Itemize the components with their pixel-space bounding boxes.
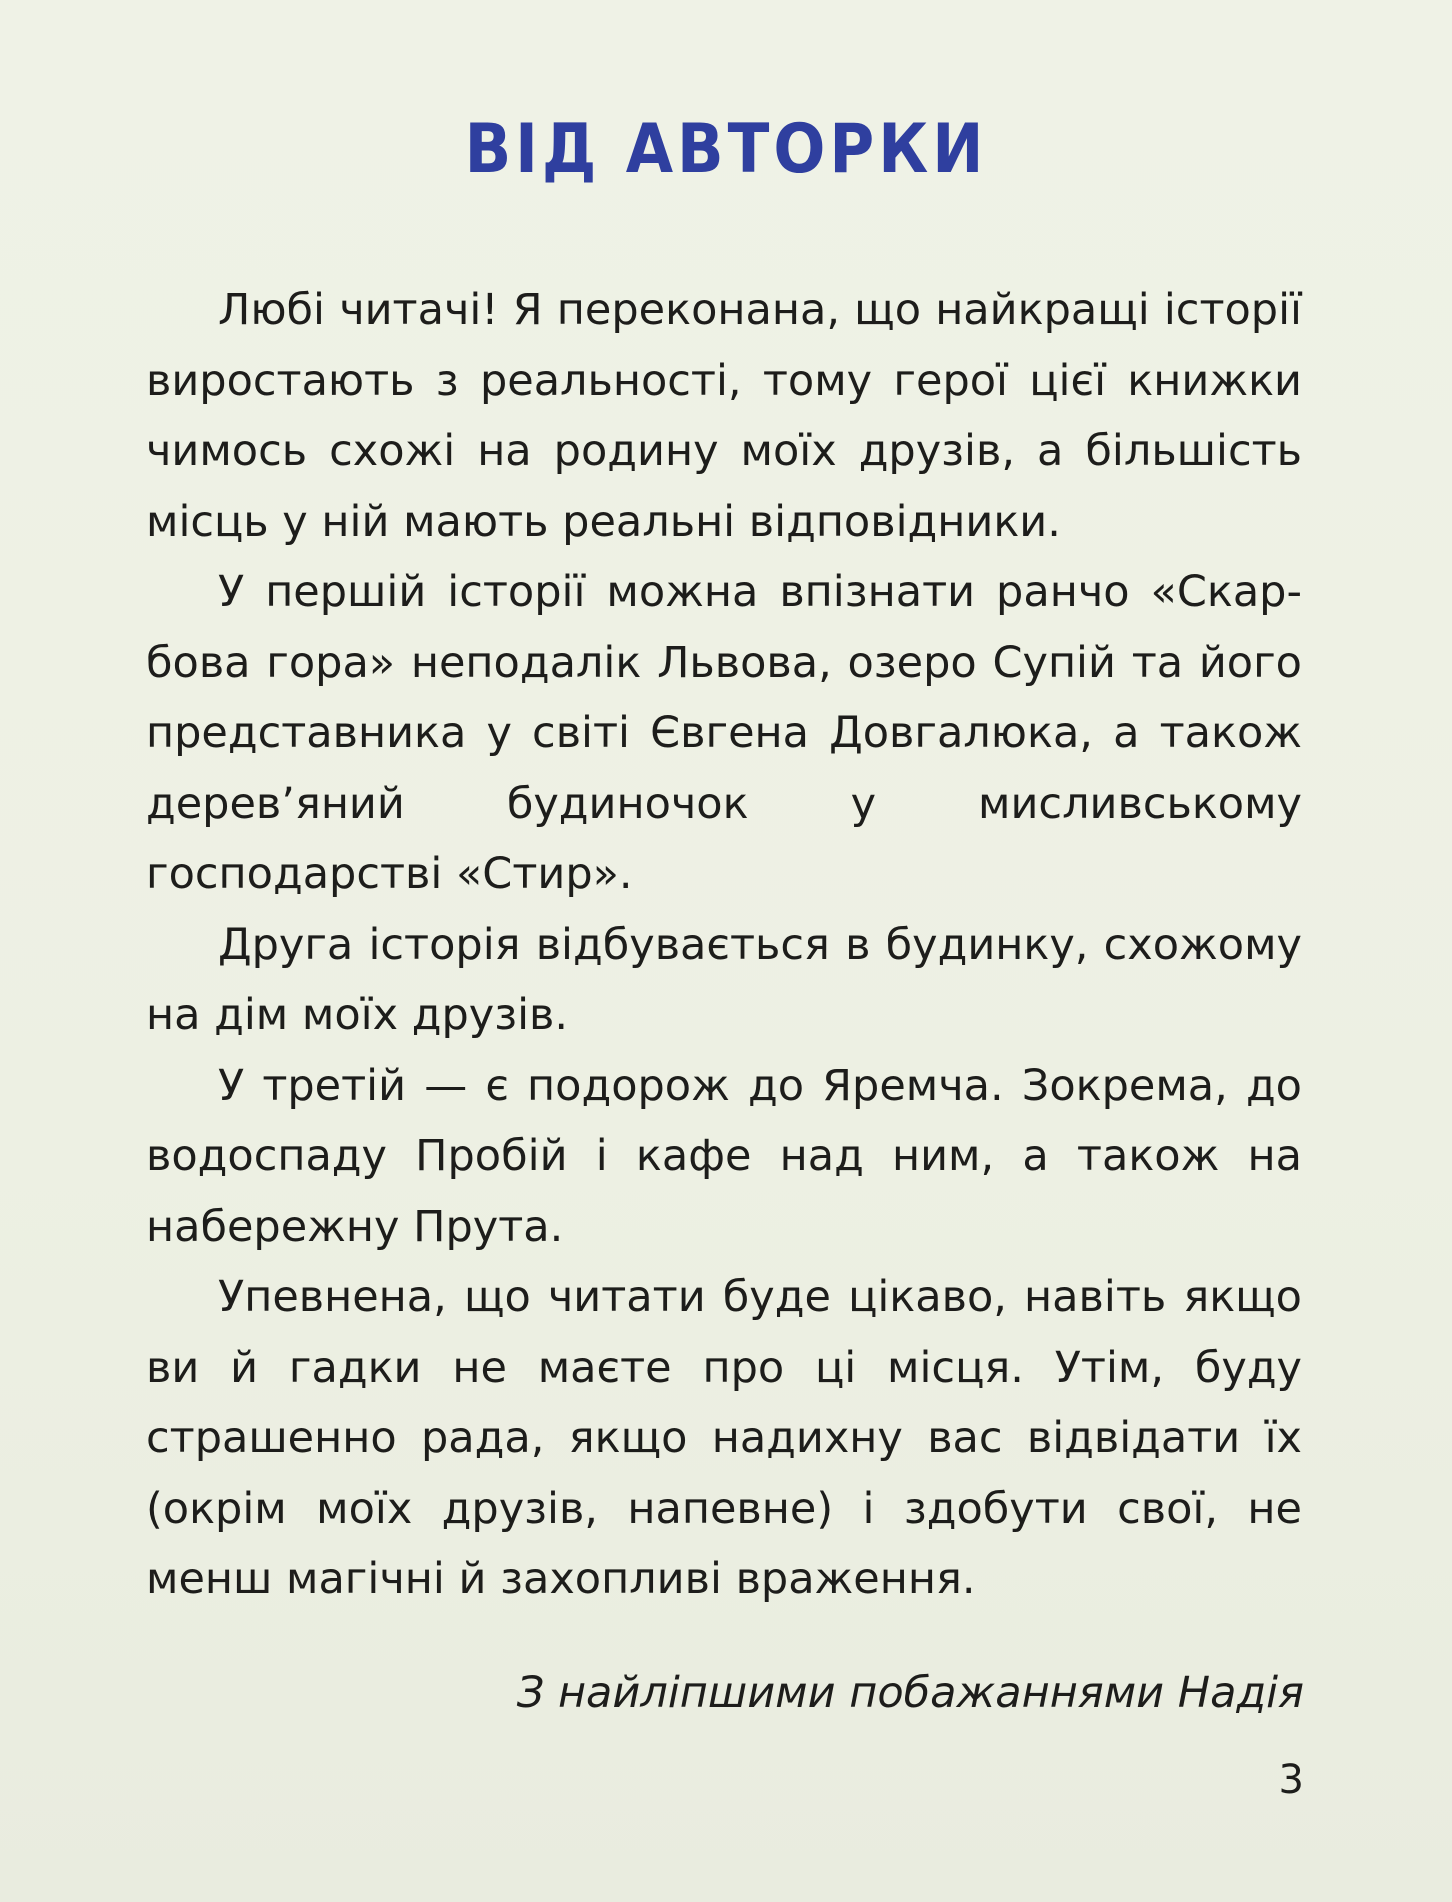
- paragraph: Упевнена, що читати буде цікаво, навіть якщо ви й гадки не маєте про ці місця. Утім, буду страшенно рада, якщо надихну вас відвідати їх (окрім моїх друзів, напевне) і здобути свої, не менш магічні й захопливі враження.: [146, 1272, 1302, 1604]
- paragraph: У першій історії можна впізнати ранчо «Скарбова гора» неподалік Львова, озеро Супій та його представника у світі Євгена Довгалюка, а також дерев’яний будиночок у мисливському господарстві «Стир».: [146, 567, 1302, 899]
- paragraph: Любі читачі! Я переконана, що найкращі історії виростають з реальності, тому герої цієї книжки чимось схожі на родину моїх друзів, а більшість місць у ній мають реальні відповідники.: [146, 285, 1302, 547]
- foreword-text: [146, 275, 1302, 1615]
- page-title: ВІД АВТОРКИ: [464, 110, 988, 189]
- paragraph: У третій — є подорож до Яремча. Зокрема, до водоспаду Пробій і кафе над ним, а також на набережну Прута.: [146, 1060, 1302, 1252]
- paragraph: Друга історія відбувається в будинку, схожому на дім моїх друзів.: [146, 919, 1302, 1040]
- author-signature: З найліпшими побажаннями Надія: [516, 1668, 1304, 1718]
- page-number: 3: [1278, 1757, 1304, 1803]
